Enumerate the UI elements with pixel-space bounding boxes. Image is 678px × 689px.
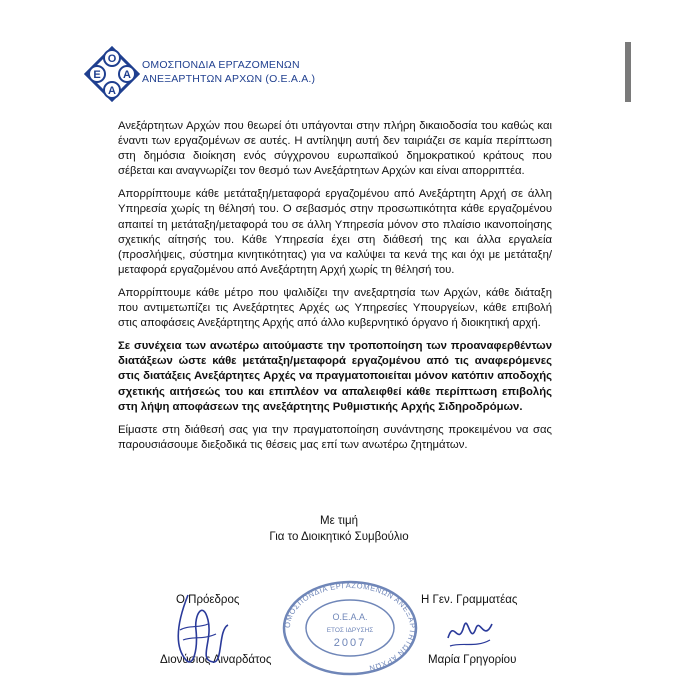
closing-board: Για το Διοικητικό Συμβούλιο <box>269 531 409 543</box>
stamp-year: 2007 <box>333 637 367 649</box>
stamp-org-abbrev: Ο.Ε.Α.Α. <box>332 612 368 622</box>
president-name: Διονύσιος Λιναρδάτος <box>160 654 272 666</box>
secretary-signature-icon <box>440 608 500 654</box>
request-paragraph: Σε συνέχεια των ανωτέρω αιτούμαστε την τροποποίηση των προαναφερθέντων διατάξεων ώστε κάθε μετάταξη/μεταφορά εργαζομένου από τις αναφερόμενες στις διατάξεις Ανεξάρτητες Αρχές να πραγματοποιείται μόνον κατόπιν αποδοχής σχετικής αιτήσεώς του και επιπλέον να απαλειφθεί κάθε περίπτωση επιβολής στη λήψη αποφάσεων της ανεξάρτητης Ρυθμιστικής Αρχής Σιδηροδρόμων. <box>118 340 552 413</box>
stamp-ring-text: ΟΜΟΣΠΟΝΔΙΑ ΕΡΓΑΖΟΜΕΝΩΝ ΑΝΕΞΑΡΤΗΤΩΝ ΑΡΧΩΝ <box>282 580 418 673</box>
stamp-founded-label: ΕΤΟΣ ΙΔΡΥΣΗΣ <box>326 627 374 634</box>
secretary-title: Η Γεν. Γραμματέας <box>421 594 518 606</box>
paragraph-1: Ανεξάρτητων Αρχών που θεωρεί ότι υπάγονται στην πλήρη δικαιοδοσία του καθώς και έναντι των εργαζομένων σε αυτές. Η αντίληψη αυτή δεν ταιριάζει σε καμία περίπτωση στη δημόσια διοίκηση ενός σύγχρονου ευρωπαϊκού δημοκρατικού κράτους που σέβεται και αναγνωρίζει τον θεσμό των Ανεξάρτητων Αρχών και είναι απορριπτέα. <box>118 120 552 178</box>
paragraph-2: Απορρίπτουμε κάθε μετάταξη/μεταφορά εργαζομένου από Ανεξάρτητη Αρχή σε άλλη Υπηρεσία χωρίς τη θέλησή του. Ο σεβασμός στην προσωπικότητα κάθε εργαζομένου απαιτεί τη μετάταξη/μεταφορά του σε άλλη Υπηρεσία μόνον στο πλαίσιο ικανοποίησης σχετικής αίτησής του. Κάθε Υπηρεσία έχει στη διάθεσή της και άλλα εργαλεία (προσλήψεις, σύστημα κινητικότητας) για να καλύψει τα κενά της και όχι με μετάταξη/μεταφορά εργαζομένου από Ανεξάρτητη Αρχή χωρίς τη θέλησή του. <box>118 188 552 276</box>
oeaa-logo-icon <box>84 46 140 102</box>
paragraph-3: Απορρίπτουμε κάθε μέτρο που ψαλιδίζει την ανεξαρτησία των Αρχών, κάθε διάταξη που αντιμετωπίζει τις Ανεξάρτητες Αρχές ως Υπηρεσίες Υπουργείων, κάθε επιβολή στις αποφάσεις Ανεξάρτητης Αρχής από άλλο κυβερνητικό όργανο ή διοικητική αρχή. <box>118 286 552 330</box>
president-title: Ο Πρόεδρος <box>176 594 240 606</box>
logo-letter-top: Ο <box>107 53 117 65</box>
org-name-line2: ΑΝΕΞΑΡΤΗΤΩΝ ΑΡΧΩΝ (Ο.Ε.Α.Α.) <box>142 73 316 85</box>
org-name-line1: ΟΜΟΣΠΟΝΔΙΑ ΕΡΓΑΖΟΜΕΝΩΝ <box>142 59 300 71</box>
organization-stamp-icon <box>280 578 420 678</box>
president-signature-icon <box>168 590 238 670</box>
organization-name <box>142 58 315 86</box>
closing-regards: Με τιμή <box>319 515 359 527</box>
letter-body <box>118 119 552 461</box>
logo-letter-bottom: Α <box>108 85 116 97</box>
logo-letter-right: Α <box>123 69 131 81</box>
logo-letter-left: Ε <box>93 69 101 81</box>
header-side-bar <box>625 42 631 102</box>
final-paragraph: Είμαστε στη διάθεσή σας για την πραγματοποίηση συνάντησης προκειμένου να σας παρουσιάσουμε διεξοδικά τις θέσεις μας επί των ανωτέρω ζητημάτων. <box>118 423 552 451</box>
secretary-name: Μαρία Γρηγορίου <box>428 654 517 666</box>
